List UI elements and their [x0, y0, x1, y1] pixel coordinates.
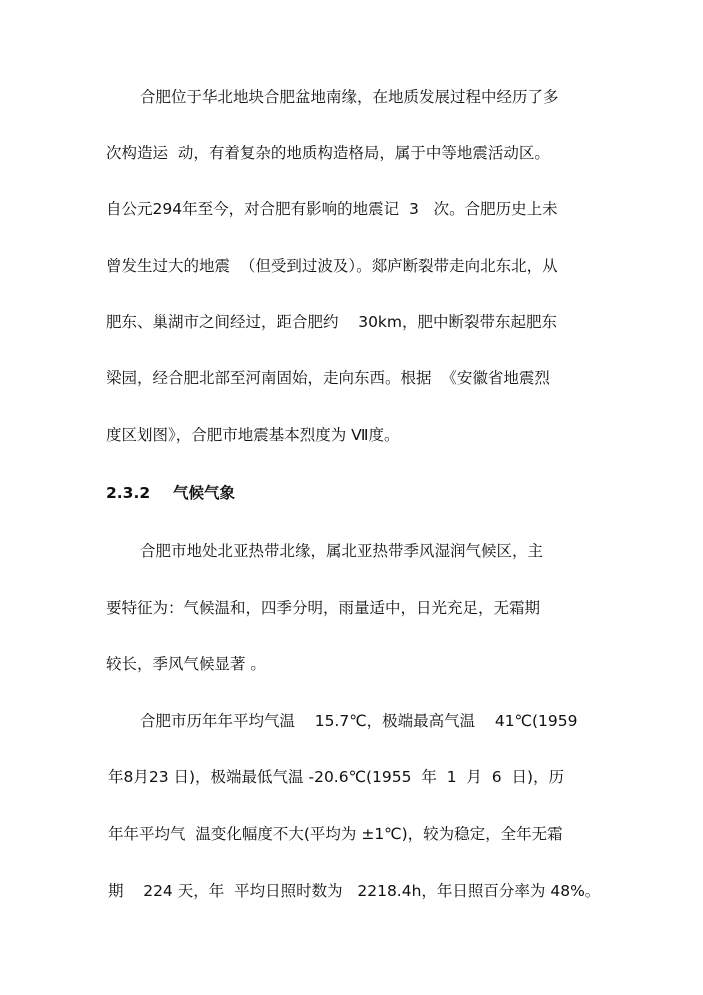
paragraph-line: 期 224 天，年 平均日照时数为 2218.4h，年日照百分率为 48%。 — [108, 882, 601, 900]
paragraph-line: 度区划图》，合肥市地震基本烈度为 Ⅶ度。 — [106, 426, 400, 444]
paragraph-line: 要特征为：气候温和，四季分明，雨量适中，日光充足，无霜期 — [106, 599, 541, 617]
paragraph-line: 年年平均气 温变化幅度不大(平均为 ±1℃)，较为稳定，全年无霜 — [108, 825, 563, 843]
paragraph-line: 次构造运 动，有着复杂的地质构造格局，属于中等地震活动区。 — [106, 144, 550, 162]
paragraph-line: 年8月23 日)，极端最低气温 -20.6℃(1955 年 1 月 6 日)，历 — [108, 768, 565, 786]
section-title: 气候气象 — [173, 484, 236, 502]
paragraph-line: 自公元294年至今，对合肥有影响的地震记 3 次。合肥历史上未 — [106, 200, 558, 218]
paragraph-line: 梁园，经合肥北部至河南固始，走向东西。根据 《安徽省地震烈 — [106, 369, 550, 387]
paragraph-line: 合肥市地处北亚热带北缘，属北亚热带季风湿润气候区，主 — [140, 542, 544, 560]
paragraph-line: 曾发生过大的地震 （但受到过波及）。郯庐断裂带走向北东北，从 — [106, 257, 558, 275]
section-number: 2.3.2 — [106, 484, 151, 502]
paragraph-line: 合肥市历年年平均气温 15.7℃，极端最高气温 41℃(1959 — [140, 712, 578, 730]
paragraph-line: 肥东、巢湖市之间经过，距合肥约 30km，肥中断裂带东起肥东 — [106, 313, 558, 331]
paragraph-line: 合肥位于华北地块合肥盆地南缘，在地质发展过程中经历了多 — [140, 88, 559, 106]
paragraph-line: 较长，季风气候显著 。 — [106, 655, 266, 673]
